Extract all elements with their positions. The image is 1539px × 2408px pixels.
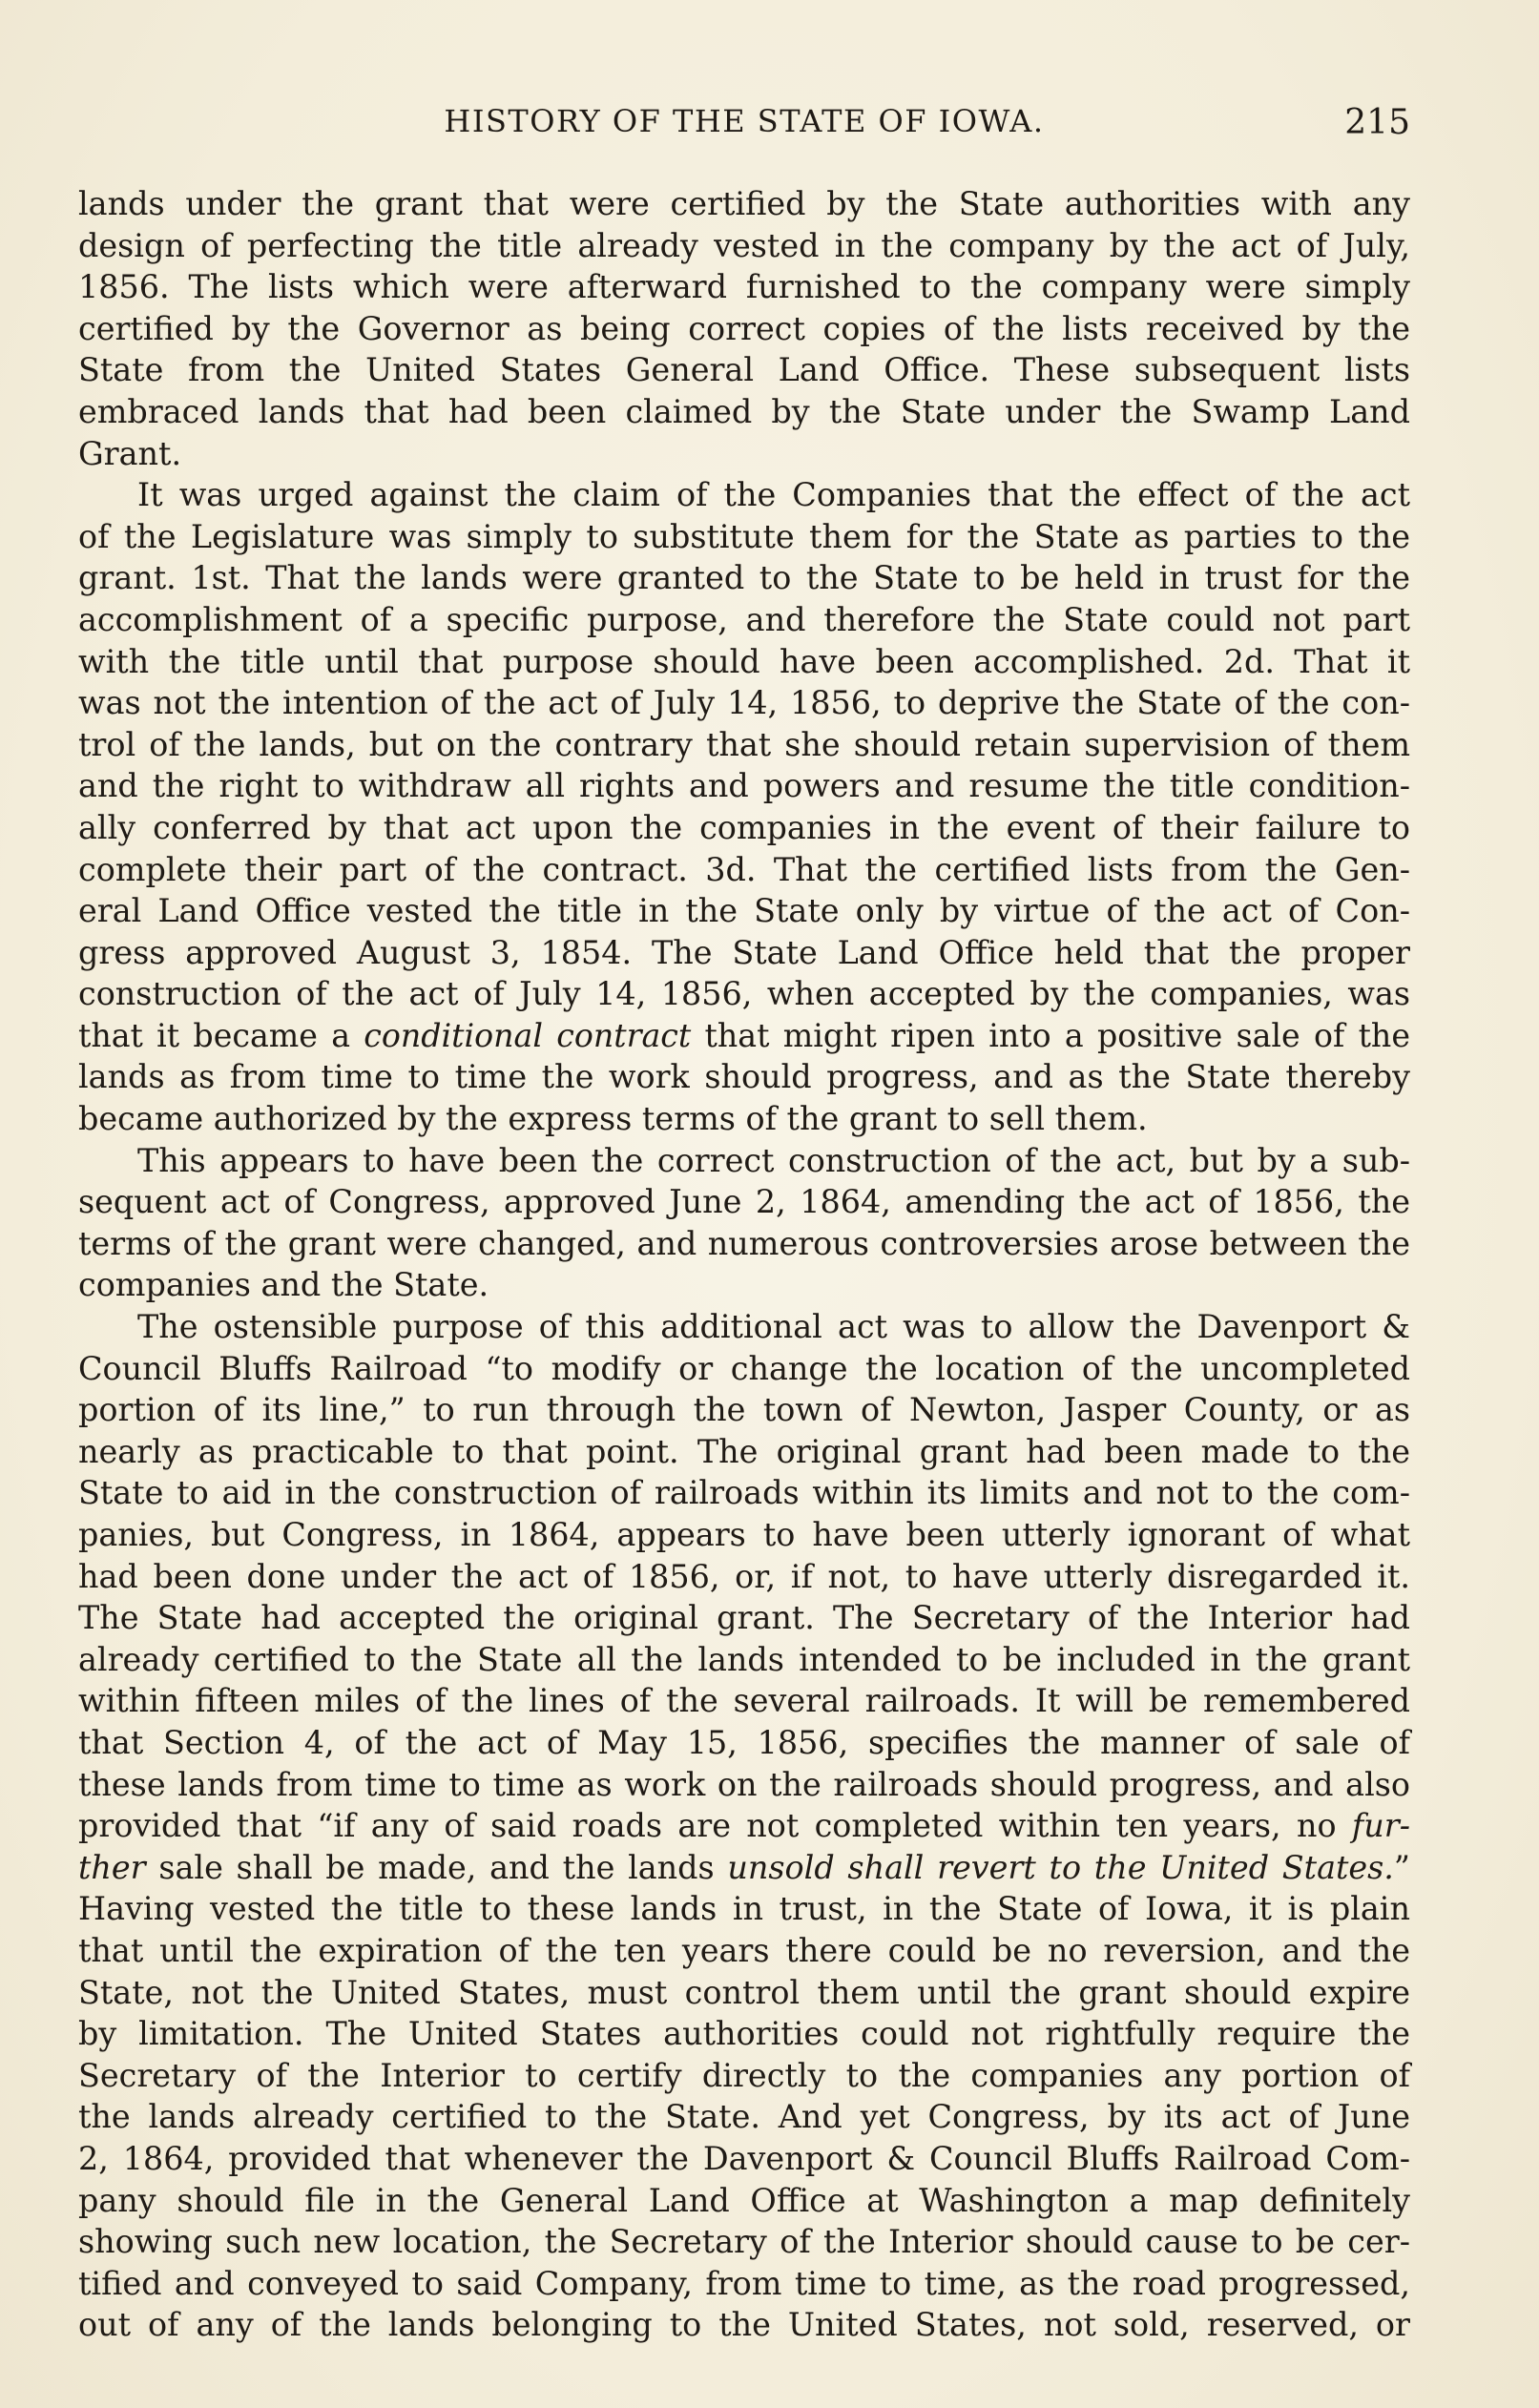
text-line [78, 599, 1410, 641]
text-line [78, 641, 1410, 683]
text-line [78, 1888, 1410, 1930]
text-line [78, 1764, 1410, 1806]
text-line [78, 2013, 1410, 2055]
text-line [78, 724, 1410, 766]
text-line [78, 474, 1410, 516]
text-run: It was urged against the claim of the Companies that the effect of the act [137, 476, 1410, 514]
text-line [78, 433, 1410, 475]
text-line [78, 1556, 1410, 1598]
text-run: State, not the United States, must control them until the grant should expire [78, 1973, 1410, 2011]
page-number: 215 [1344, 103, 1410, 142]
text-run: Having vested the title to these lands in trust, in the State of Iowa, it is plain [78, 1890, 1410, 1928]
text-run: these lands from time to time as work on the railroads should progress, and also [78, 1765, 1410, 1803]
text-run: companies and the State. [78, 1266, 489, 1304]
paragraph [78, 183, 1410, 474]
text-run: that it became a [78, 1016, 364, 1054]
text-run: This appears to have been the correct construction of the act, but by a sub- [137, 1141, 1410, 1179]
text-run: ally conferred by that act upon the companies in the event of their failure to [78, 808, 1410, 846]
text-run: complete their part of the contract. 3d. That the certified lists from the Gen- [78, 850, 1410, 888]
italic-text: conditional contract [364, 1016, 692, 1054]
text-run: showing such new location, the Secretary of the Interior should cause to be cer- [78, 2223, 1410, 2261]
text-run: Secretary of the Interior to certify directly to the companies any portion of [78, 2056, 1410, 2094]
text-run: lands as from time to time the work should progress, and as the State thereby [78, 1058, 1410, 1096]
text-run: already certified to the State all the lands intended to be included in the grant [78, 1640, 1410, 1678]
text-line [78, 349, 1410, 391]
text-line [78, 1098, 1410, 1140]
text-run: sale shall be made, and the lands [145, 1848, 728, 1886]
text-run: gress approved August 3, 1854. The State Land Office held that the proper [78, 933, 1410, 971]
text-line [78, 932, 1410, 974]
italic-text: fur- [1351, 1807, 1410, 1845]
body-text [78, 183, 1410, 2346]
text-run: terms of the grant were changed, and numerous controversies arose between the [78, 1224, 1410, 1262]
text-line [78, 890, 1410, 932]
text-run: the lands already certified to the State. And yet Congress, by its act of June [78, 2098, 1410, 2136]
running-head [78, 103, 1410, 153]
text-run: Council Bluffs Railroad “to modify or change the location of the uncompleted [78, 1349, 1410, 1387]
text-run: accomplishment of a specific purpose, and therefore the State could not part [78, 600, 1410, 638]
text-run: design of perfecting the title already vested in the company by the act of July, [78, 226, 1410, 264]
text-line [78, 1056, 1410, 1098]
text-line [78, 1930, 1410, 1972]
text-line [78, 266, 1410, 308]
text-line [78, 2096, 1410, 2138]
text-line [78, 807, 1410, 849]
text-run: provided that “if any of said roads are not completed within ten years, no [78, 1807, 1352, 1845]
text-line [78, 2138, 1410, 2180]
text-run: eral Land Office vested the title in the State only by virtue of the act of Con- [78, 892, 1410, 930]
text-line [78, 1431, 1410, 1473]
text-run: grant. 1st. That the lands were granted to the State to be held in trust for the [78, 559, 1410, 597]
text-run: State from the United States General Land Office. These subsequent lists [78, 351, 1410, 389]
text-line [78, 1680, 1410, 1722]
italic-text: unsold shall revert to the United States. [727, 1848, 1394, 1886]
text-run: ” [1393, 1848, 1410, 1886]
paragraph [78, 474, 1410, 1140]
text-run: by limitation. The United States authorities could not rightfully require the [78, 2015, 1410, 2053]
text-line [78, 1472, 1410, 1514]
text-line [78, 1181, 1410, 1223]
text-run: panies, but Congress, in 1864, appears to have been utterly ignorant of what [78, 1516, 1410, 1553]
text-line [78, 1805, 1410, 1847]
paragraph [78, 1306, 1410, 2346]
text-line [78, 2263, 1410, 2305]
text-run: sequent act of Congress, approved June 2, 1864, amending the act of 1856, the [78, 1183, 1410, 1221]
text-line [78, 2221, 1410, 2263]
text-line [78, 973, 1410, 1015]
text-line [78, 391, 1410, 433]
text-line [78, 1972, 1410, 2014]
text-line [78, 849, 1410, 891]
text-run: 1856. The lists which were afterward furnished to the company were simply [78, 268, 1410, 306]
text-line [78, 2304, 1410, 2346]
text-line [78, 308, 1410, 350]
text-run: out of any of the lands belonging to the United States, not sold, reserved, or [78, 2306, 1410, 2344]
text-line [78, 1722, 1410, 1764]
text-run: of the Legislature was simply to substitute them for the State as parties to the [78, 517, 1410, 555]
text-run: within fifteen miles of the lines of the several railroads. It will be remembered [78, 1682, 1410, 1720]
text-line [78, 183, 1410, 225]
text-run: embraced lands that had been claimed by the State under the Swamp Land [78, 392, 1410, 430]
text-run: was not the intention of the act of July 14, 1856, to deprive the State of the con- [78, 684, 1410, 722]
text-line [78, 1639, 1410, 1681]
text-line [78, 1597, 1410, 1639]
running-title: HISTORY OF THE STATE OF IOWA. [444, 103, 1045, 139]
text-line [78, 1348, 1410, 1390]
text-line [78, 1514, 1410, 1556]
text-line [78, 1389, 1410, 1431]
text-line [78, 2055, 1410, 2097]
text-run: nearly as practicable to that point. The original grant had been made to the [78, 1432, 1410, 1470]
text-run: became authorized by the express terms of the grant to sell them. [78, 1100, 1148, 1138]
italic-text: ther [78, 1848, 146, 1886]
text-run: portion of its line,” to run through the town of Newton, Jasper County, or as [78, 1391, 1410, 1429]
text-run: tified and conveyed to said Company, from time to time, as the road progressed, [78, 2264, 1410, 2302]
text-run: Grant. [78, 434, 182, 472]
text-run: that might ripen into a positive sale of the [691, 1016, 1410, 1054]
text-line [78, 557, 1410, 599]
text-run: with the title until that purpose should have been accomplished. 2d. That it [78, 642, 1410, 680]
text-run: had been done under the act of 1856, or, if not, to have utterly disregarded it. [78, 1557, 1410, 1595]
text-run: lands under the grant that were certified by the State authorities with any [78, 185, 1410, 222]
text-run: construction of the act of July 14, 1856, when accepted by the companies, was [78, 975, 1410, 1013]
text-run: 2, 1864, provided that whenever the Davenport & Council Bluffs Railroad Com- [78, 2139, 1410, 2177]
text-line [78, 1264, 1410, 1306]
text-run: The ostensible purpose of this additional act was to allow the Davenport & [137, 1308, 1410, 1346]
text-line [78, 2180, 1410, 2222]
text-line [78, 1140, 1410, 1182]
text-run: The State had accepted the original grant. The Secretary of the Interior had [78, 1599, 1410, 1637]
text-run: and the right to withdraw all rights and powers and resume the title condition- [78, 767, 1410, 805]
text-line [78, 1847, 1410, 1889]
text-line [78, 682, 1410, 724]
text-line [78, 765, 1410, 807]
paragraph [78, 1140, 1410, 1306]
text-line [78, 1223, 1410, 1265]
text-run: pany should file in the General Land Office at Washington a map definitely [78, 2181, 1410, 2219]
text-line [78, 1015, 1410, 1057]
text-run: certified by the Governor as being correct copies of the lists received by the [78, 309, 1410, 347]
text-run: that Section 4, of the act of May 15, 1856, specifies the manner of sale of [78, 1723, 1410, 1761]
text-run: State to aid in the construction of railroads within its limits and not to the com- [78, 1474, 1410, 1512]
text-line [78, 225, 1410, 267]
text-run: trol of the lands, but on the contrary that she should retain supervision of them [78, 725, 1410, 763]
text-line [78, 1306, 1410, 1348]
text-line [78, 516, 1410, 558]
text-run: that until the expiration of the ten years there could be no reversion, and the [78, 1931, 1410, 1969]
